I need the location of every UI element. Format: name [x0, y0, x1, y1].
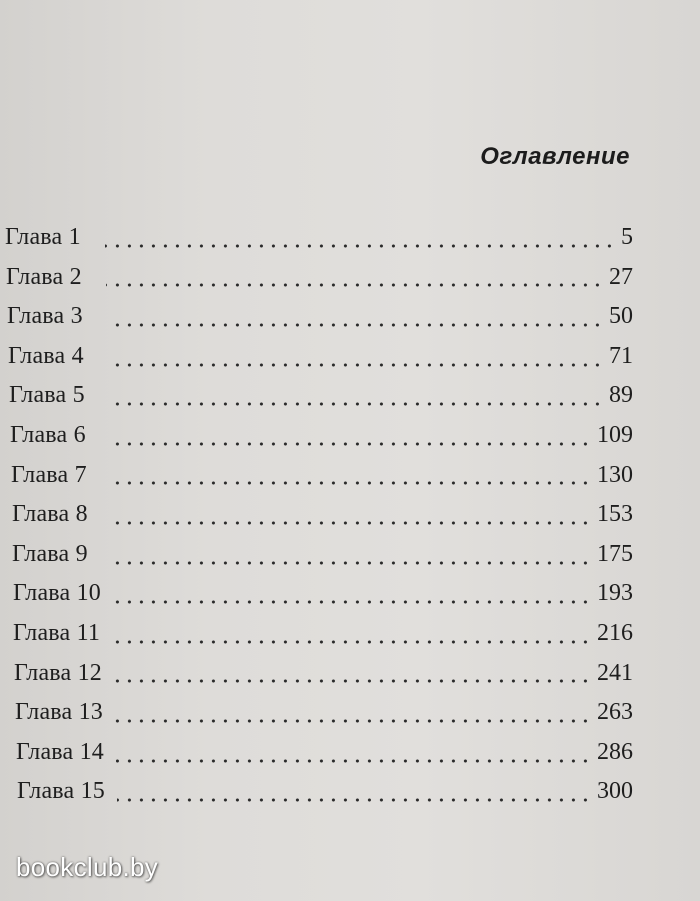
toc-row: [0, 733, 633, 773]
page-number: 130: [597, 461, 633, 488]
toc-row: [0, 614, 633, 654]
toc-row: [0, 258, 633, 298]
toc-label: [6, 258, 98, 298]
table-of-contents: [0, 218, 700, 812]
page-number: 193: [597, 580, 633, 607]
page-number: 50: [609, 303, 633, 330]
chapter-word: Глава: [11, 461, 69, 488]
toc-label: [13, 574, 105, 614]
toc-row: [0, 416, 633, 456]
chapter-number: 10: [76, 580, 101, 607]
toc-label: [17, 772, 109, 812]
dot-leader: [114, 678, 591, 684]
toc-label: [11, 456, 103, 496]
chapter-word: Глава: [5, 224, 63, 250]
dot-leader: [106, 282, 603, 288]
chapter-word: Глава: [13, 619, 71, 646]
chapter-number: 1: [68, 224, 81, 250]
site-watermark: bookclub.by: [16, 852, 159, 882]
chapter-number: 4: [71, 342, 84, 369]
chapter-word: Глава: [17, 778, 75, 805]
chapter-word: Глава: [9, 382, 67, 409]
toc-row: [0, 654, 633, 694]
toc-label: [13, 614, 105, 654]
page-number: 27: [609, 263, 633, 290]
toc-row: [0, 535, 633, 575]
page-number: 109: [597, 421, 633, 448]
chapter-word: Глава: [15, 699, 73, 726]
chapter-word: Глава: [10, 421, 68, 448]
page-number: 241: [597, 659, 633, 686]
toc-label: [9, 376, 101, 416]
toc-row: [0, 456, 633, 496]
chapter-number: 8: [75, 501, 88, 528]
toc-row: [0, 218, 633, 258]
toc-row: [0, 297, 633, 337]
toc-label: [16, 733, 108, 773]
toc-row: [0, 574, 633, 614]
dot-leader: [112, 560, 591, 566]
chapter-number: 6: [73, 421, 86, 448]
page-number: 263: [597, 699, 633, 726]
chapter-number: 12: [77, 659, 102, 686]
toc-row: [0, 772, 633, 812]
chapter-word: Глава: [13, 580, 71, 607]
dot-leader: [105, 243, 615, 249]
chapter-number: 3: [70, 303, 83, 330]
dot-leader: [113, 639, 591, 645]
toc-label: [8, 337, 100, 377]
chapter-word: Глава: [8, 342, 66, 369]
page-number: 286: [597, 738, 633, 765]
page-number: 175: [597, 540, 633, 567]
chapter-word: Глава: [6, 263, 64, 290]
chapter-number: 15: [80, 778, 105, 805]
dot-leader: [111, 480, 591, 486]
toc-label: [10, 416, 102, 456]
toc-label: [7, 297, 99, 337]
dot-leader: [108, 362, 603, 368]
toc-label: [14, 654, 106, 694]
dot-leader: [116, 758, 591, 764]
toc-row: [0, 495, 633, 535]
toc-row: [0, 376, 633, 416]
dot-leader: [107, 322, 603, 328]
dot-leader: [112, 520, 591, 526]
chapter-number: 11: [76, 619, 101, 646]
dot-leader: [115, 718, 591, 724]
toc-label: [12, 535, 104, 575]
dot-leader: [109, 401, 603, 407]
page-number: 71: [609, 342, 633, 369]
chapter-number: 5: [72, 382, 85, 409]
toc-label: [15, 693, 107, 733]
chapter-number: 7: [74, 461, 87, 488]
chapter-word: Глава: [16, 738, 74, 765]
chapter-word: Глава: [12, 540, 70, 567]
page-number: 5: [621, 224, 633, 250]
chapter-number: 9: [75, 540, 88, 567]
toc-row: [0, 337, 633, 377]
page-number: 216: [597, 619, 633, 646]
chapter-word: Глава: [14, 659, 72, 686]
toc-label: [12, 495, 104, 535]
chapter-number: 13: [78, 699, 103, 726]
chapter-number: 2: [69, 263, 82, 290]
page-title: Оглавление: [480, 143, 630, 170]
chapter-number: 14: [79, 738, 104, 765]
page-number: 300: [597, 778, 633, 805]
dot-leader: [113, 599, 591, 605]
chapter-word: Глава: [12, 501, 70, 528]
dot-leader: [117, 797, 591, 803]
toc-row: [0, 693, 633, 733]
chapter-word: Глава: [7, 303, 65, 330]
page-number: 89: [609, 382, 633, 409]
dot-leader: [110, 441, 591, 447]
toc-label: [5, 218, 97, 258]
page-number: 153: [597, 501, 633, 528]
